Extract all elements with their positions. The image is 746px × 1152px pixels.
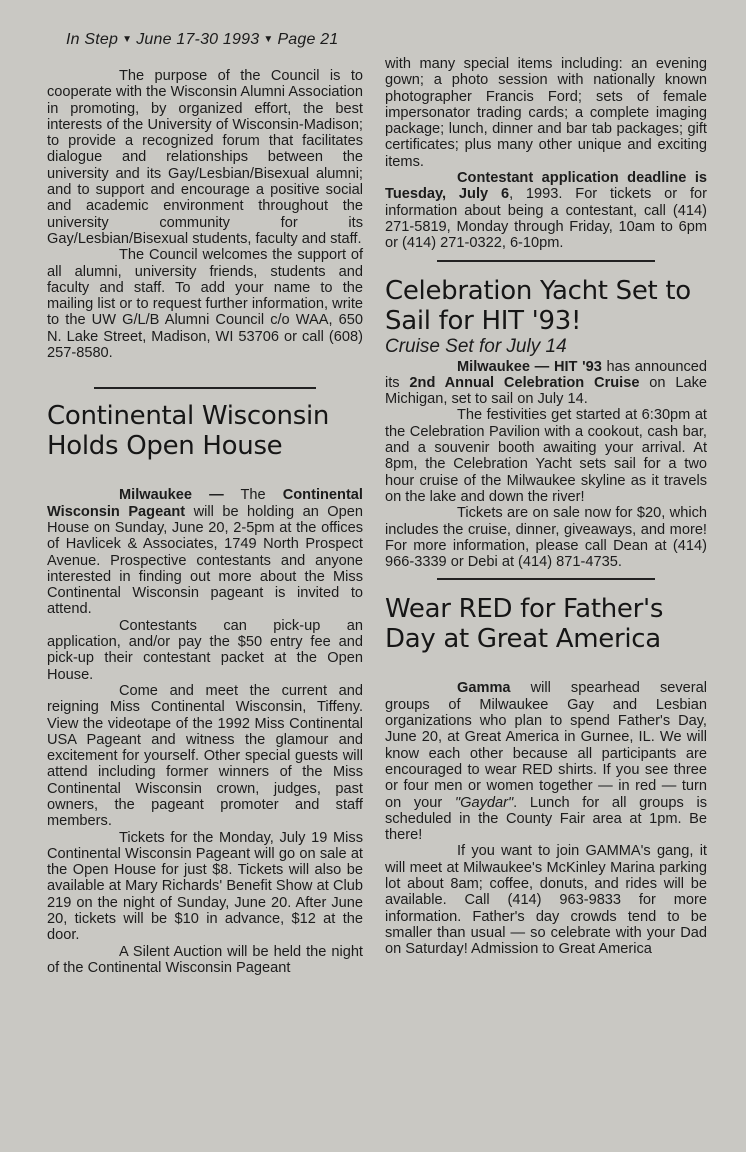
- continental-headline: Continental Wisconsin Holds Open House: [47, 401, 330, 462]
- continental-paragraph-2: Contestants can pick-up an application, and/or pay the $50 entry fee and pick-up their contestant packet at the Open House.: [47, 617, 363, 683]
- divider: [94, 387, 316, 389]
- council-paragraph-2: The Council welcomes the support of all alumni, university friends, students and faculty and staff. To add your name to the mailing list or to request further information, write to the UW G/L/B Alumni Council c/o WAA, 650 N. Lake Street, Madison, WI 53706 or call (608) 257-8580.: [47, 247, 363, 362]
- issue-date: June 17-30 1993: [136, 31, 260, 48]
- triangle-icon: ▼: [122, 34, 133, 45]
- cruise-name: 2nd Annual Celebration Cruise: [409, 374, 640, 391]
- yacht-paragraph-1: Milwaukee — HIT '93 has announced its 2nd Annual Celebration Cruise on Lake Michigan, set to sail on July 14.: [385, 358, 708, 408]
- publication-name: In Step: [66, 31, 119, 48]
- dateline: Milwaukee — HIT '93: [457, 358, 602, 375]
- fathers-day-paragraph-1: Gamma will spearhead several groups of Milwaukee Gay and Lesbian organizations who plan to spend Father's Day, June 20, at Great America in Gurnee, IL. We will know each other because all participants are encouraged to wear RED shirts. If you see three or four men or women together — in red — turn on your "Gaydar". Lunch for all groups is scheduled in the County Fair area at 1pm. Be there!: [385, 680, 707, 844]
- auction-continued-paragraph: with many special items including: an evening gown; a photo session with nationally known photographer Francis Ford; sets of female impersonator trading cards; a complete imaging package; lunch, dinner and bar tab packages; gift certificates; plus many other unique and exciting items.: [385, 56, 707, 170]
- continental-paragraph-3: Come and meet the current and reigning Miss Continental Wisconsin, Tiffeny. View the videotape of the 1992 Miss Continental USA Pageant and witness the glamour and excitement for yourself. Other special guests will attend including former winners of the Miss Continental Wisconsin crown, judges, past owners, the pageant promoter and staff members.: [47, 682, 363, 830]
- fathers-day-paragraph-2: If you want to join GAMMA's gang, it will meet at Milwaukee's McKinley Marina parking lot about 8am; coffee, donuts, and rides will be available. Call (414) 963-9833 for more information. Father's day crowds tend to be smaller than usual — so celebrate with your Dad on Saturday! Admission to Great America: [385, 843, 707, 958]
- deadline-paragraph: Contestant application deadline is Tuesday, July 6, 1993. For tickets or for information about being a contestant, call (414) 271-5819, Monday through Friday, 10am to 6pm or (414) 271-0322, 6-10pm.: [385, 170, 707, 252]
- continental-paragraph-1: Milwaukee — The Continental Wisconsin Pageant will be holding an Open House on Sunday, June 20, 2-5pm at the offices of Havlicek & Associates, 1749 North Prospect Avenue. Prospective contestants and anyone interested in finding out more about the Miss Continental Wisconsin pageant is invited to attend.: [47, 487, 363, 618]
- page-header: [66, 31, 338, 49]
- left-column: [47, 68, 363, 976]
- deadline-bold: Contestant application deadline is Tuesday, July 6: [385, 170, 707, 203]
- divider: [437, 260, 655, 262]
- continental-paragraph-5: A Silent Auction will be held the night of the Continental Wisconsin Pageant: [47, 943, 363, 976]
- dateline: Milwaukee —: [119, 487, 224, 504]
- divider: [437, 578, 655, 580]
- yacht-headline: Celebration Yacht Set to Sail for HIT '93!: [385, 275, 691, 336]
- council-paragraph-1: The purpose of the Council is to cooperate with the Wisconsin Alumni Association in promoting, by organized effort, the best interests of the University of Wisconsin-Madison; to provide a recognized forum that facilitates dialogue and relationships between the university and its Gay/Lesbian/Bisexual alumni; and to support and encourage a positive social and academic environment throughout the university community for its Gay/Lesbian/Bisexual students, faculty and staff.: [47, 68, 363, 247]
- continental-paragraph-4: Tickets for the Monday, July 19 Miss Continental Wisconsin Pageant will go on sale at the Open House for just $8. Tickets will also be available at Mary Richards' Benefit Show at Club 219 on the night of Sunday, June 20. After June 20, tickets will be $10 in advance, $12 at the door.: [47, 829, 363, 944]
- gaydar-term: "Gaydar": [454, 794, 514, 811]
- pageant-name: Continental Wisconsin Pageant: [47, 487, 363, 520]
- right-column: [385, 56, 707, 957]
- fathers-day-headline: Wear RED for Father's Day at Great America: [385, 594, 664, 655]
- triangle-icon: ▼: [263, 34, 274, 45]
- page-number: Page 21: [277, 31, 339, 48]
- gamma-name: Gamma: [457, 680, 511, 697]
- yacht-paragraph-3: Tickets are on sale now for $20, which includes the cruise, dinner, giveaways, and more! For more information, please call Dean at (414) 966-3339 or Debi at (414) 871-4735.: [385, 505, 707, 571]
- yacht-paragraph-2: The festivities get started at 6:30pm at the Celebration Pavilion with a cookout, cash bar, and a souvenir booth awaiting your arrival. At 8pm, the Celebration Yacht sets sail for a two hour cruise of the Milwaukee skyline as it travels on the lake and down the river!: [385, 407, 707, 505]
- yacht-subheadline: Cruise Set for July 14: [385, 335, 567, 357]
